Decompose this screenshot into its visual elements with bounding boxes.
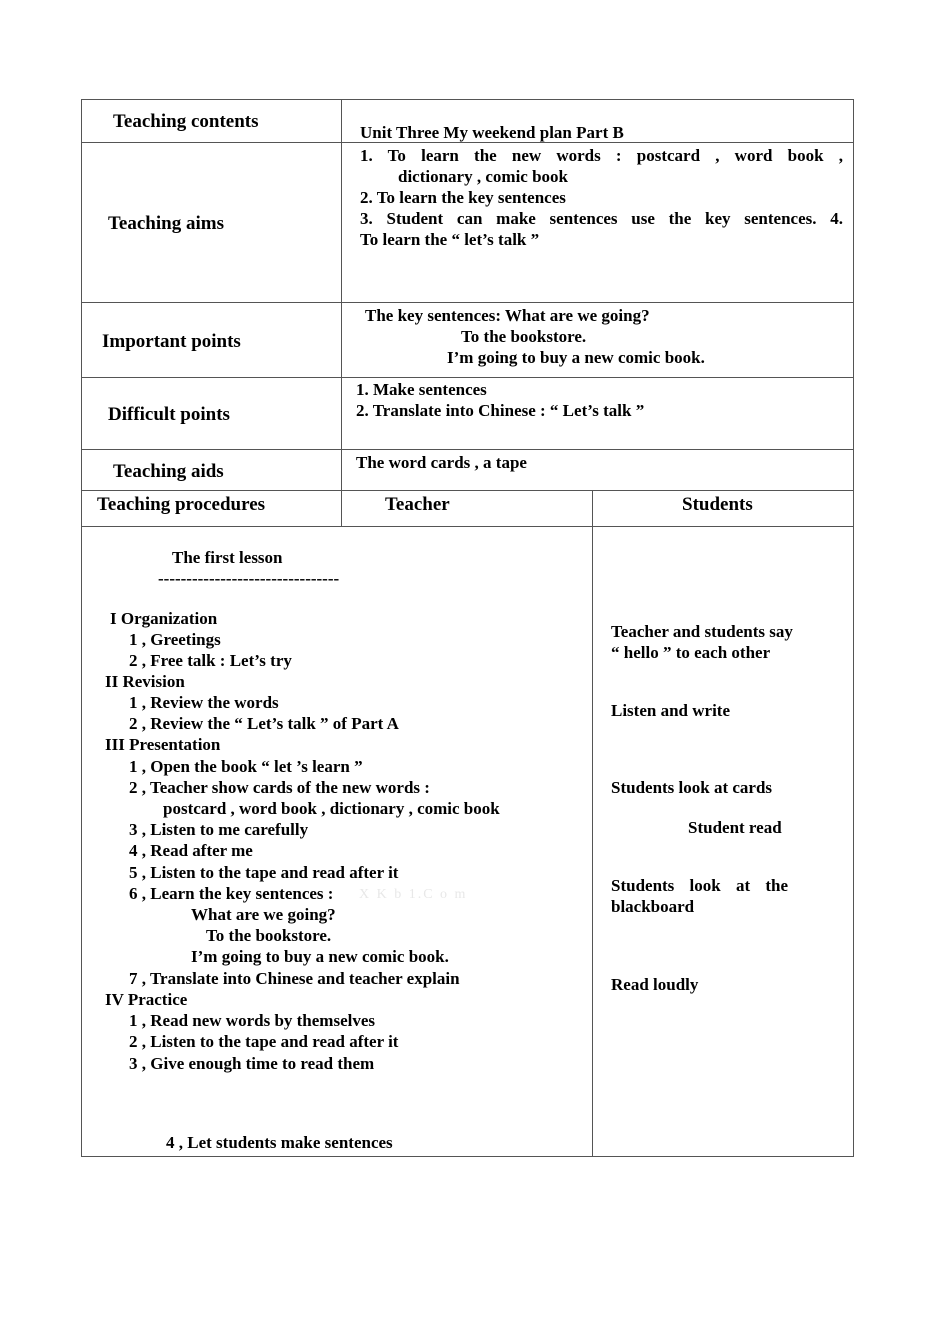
row-divider	[81, 377, 854, 378]
students-activity: Student read	[688, 818, 782, 837]
lesson-line: 1 , Greetings	[129, 630, 221, 649]
aims-line-2: 2. To learn the key sentences	[360, 188, 566, 207]
aims-line-1: 1. To learn the new words : postcard , word book ,	[360, 146, 843, 165]
lesson-line: 2 , Teacher show cards of the new words :	[129, 778, 430, 797]
table-border-left	[81, 99, 82, 1157]
students-activity: Students look at cards	[611, 778, 773, 797]
label-teaching-aids: Teaching aids	[113, 461, 224, 482]
students-activity: Read loudly	[611, 975, 699, 994]
lesson-line: 5 , Listen to the tape and read after it	[129, 863, 399, 882]
important-line-1: The key sentences: What are we going?	[365, 306, 650, 325]
lesson-line: 2 , Free talk : Let’s try	[129, 651, 292, 670]
students-activity: Listen and write	[611, 701, 730, 720]
table-border-right	[853, 99, 854, 1157]
column-divider-label	[341, 99, 342, 527]
difficult-line-1: 1. Make sentences	[356, 380, 487, 399]
aims-line-3: 3. Student can make sentences use the key sentences. 4.	[360, 209, 843, 228]
lesson-line: 3 , Give enough time to read them	[129, 1054, 375, 1073]
aims-line-4: To learn the “ let’s talk ”	[360, 230, 540, 249]
lesson-line: I’m going to buy a new comic book.	[191, 947, 449, 966]
label-difficult-points: Difficult points	[108, 404, 230, 425]
important-line-3: I’m going to buy a new comic book.	[447, 348, 705, 367]
column-divider-students	[592, 490, 593, 1157]
label-important-points: Important points	[102, 331, 241, 352]
table-border-bottom	[81, 1156, 854, 1157]
students-activity: Students look at the	[611, 876, 788, 895]
lesson-line: 6 , Learn the key sentences :	[129, 884, 334, 903]
lesson-line: postcard , word book , dictionary , comic book	[163, 799, 500, 818]
row-divider	[81, 302, 854, 303]
lesson-line: I Organization	[110, 609, 218, 628]
lesson-line: IV Practice	[105, 990, 188, 1009]
header-students: Students	[682, 494, 753, 515]
students-activity: Teacher and students say	[611, 622, 793, 641]
difficult-line-2: 2. Translate into Chinese : “ Let’s talk ”	[356, 401, 645, 420]
row-divider	[81, 526, 854, 527]
lesson-line: II Revision	[105, 672, 185, 691]
lesson-line: 4 , Read after me	[129, 841, 253, 860]
lesson-line: 3 , Listen to me carefully	[129, 820, 309, 839]
lesson-line: 1 , Review the words	[129, 693, 279, 712]
important-line-2: To the bookstore.	[461, 327, 587, 346]
row-divider	[81, 449, 854, 450]
lesson-line: 2 , Review the “ Let’s talk ” of Part A	[129, 714, 399, 733]
lesson-line: 1 , Open the book “ let ’s learn ”	[129, 757, 363, 776]
lesson-line: 2 , Listen to the tape and read after it	[129, 1032, 399, 1051]
teaching-aids-value: The word cards , a tape	[356, 453, 527, 472]
label-teaching-contents: Teaching contents	[113, 111, 259, 132]
lesson-line: III Presentation	[105, 735, 221, 754]
lesson-line: 7 , Translate into Chinese and teacher explain	[129, 969, 460, 988]
lesson-title: The first lesson	[172, 548, 283, 567]
lesson-line: 4 , Let students make sentences	[166, 1133, 393, 1152]
teaching-contents-value: Unit Three My weekend plan Part B	[360, 123, 624, 142]
lesson-line: To the bookstore.	[206, 926, 332, 945]
header-teaching-procedures: Teaching procedures	[97, 494, 266, 515]
lesson-line: 1 , Read new words by themselves	[129, 1011, 376, 1030]
row-divider	[81, 490, 854, 491]
table-border-top	[81, 99, 854, 100]
label-teaching-aims: Teaching aims	[108, 213, 224, 234]
lesson-title-rule: --------------------------------	[158, 569, 340, 588]
students-activity: “ hello ” to each other	[611, 643, 771, 662]
students-activity: blackboard	[611, 897, 695, 916]
aims-line-1b: dictionary , comic book	[398, 167, 568, 186]
watermark: X K b 1.C o m	[359, 887, 468, 902]
header-teacher: Teacher	[385, 494, 450, 515]
lesson-line: What are we going?	[191, 905, 336, 924]
